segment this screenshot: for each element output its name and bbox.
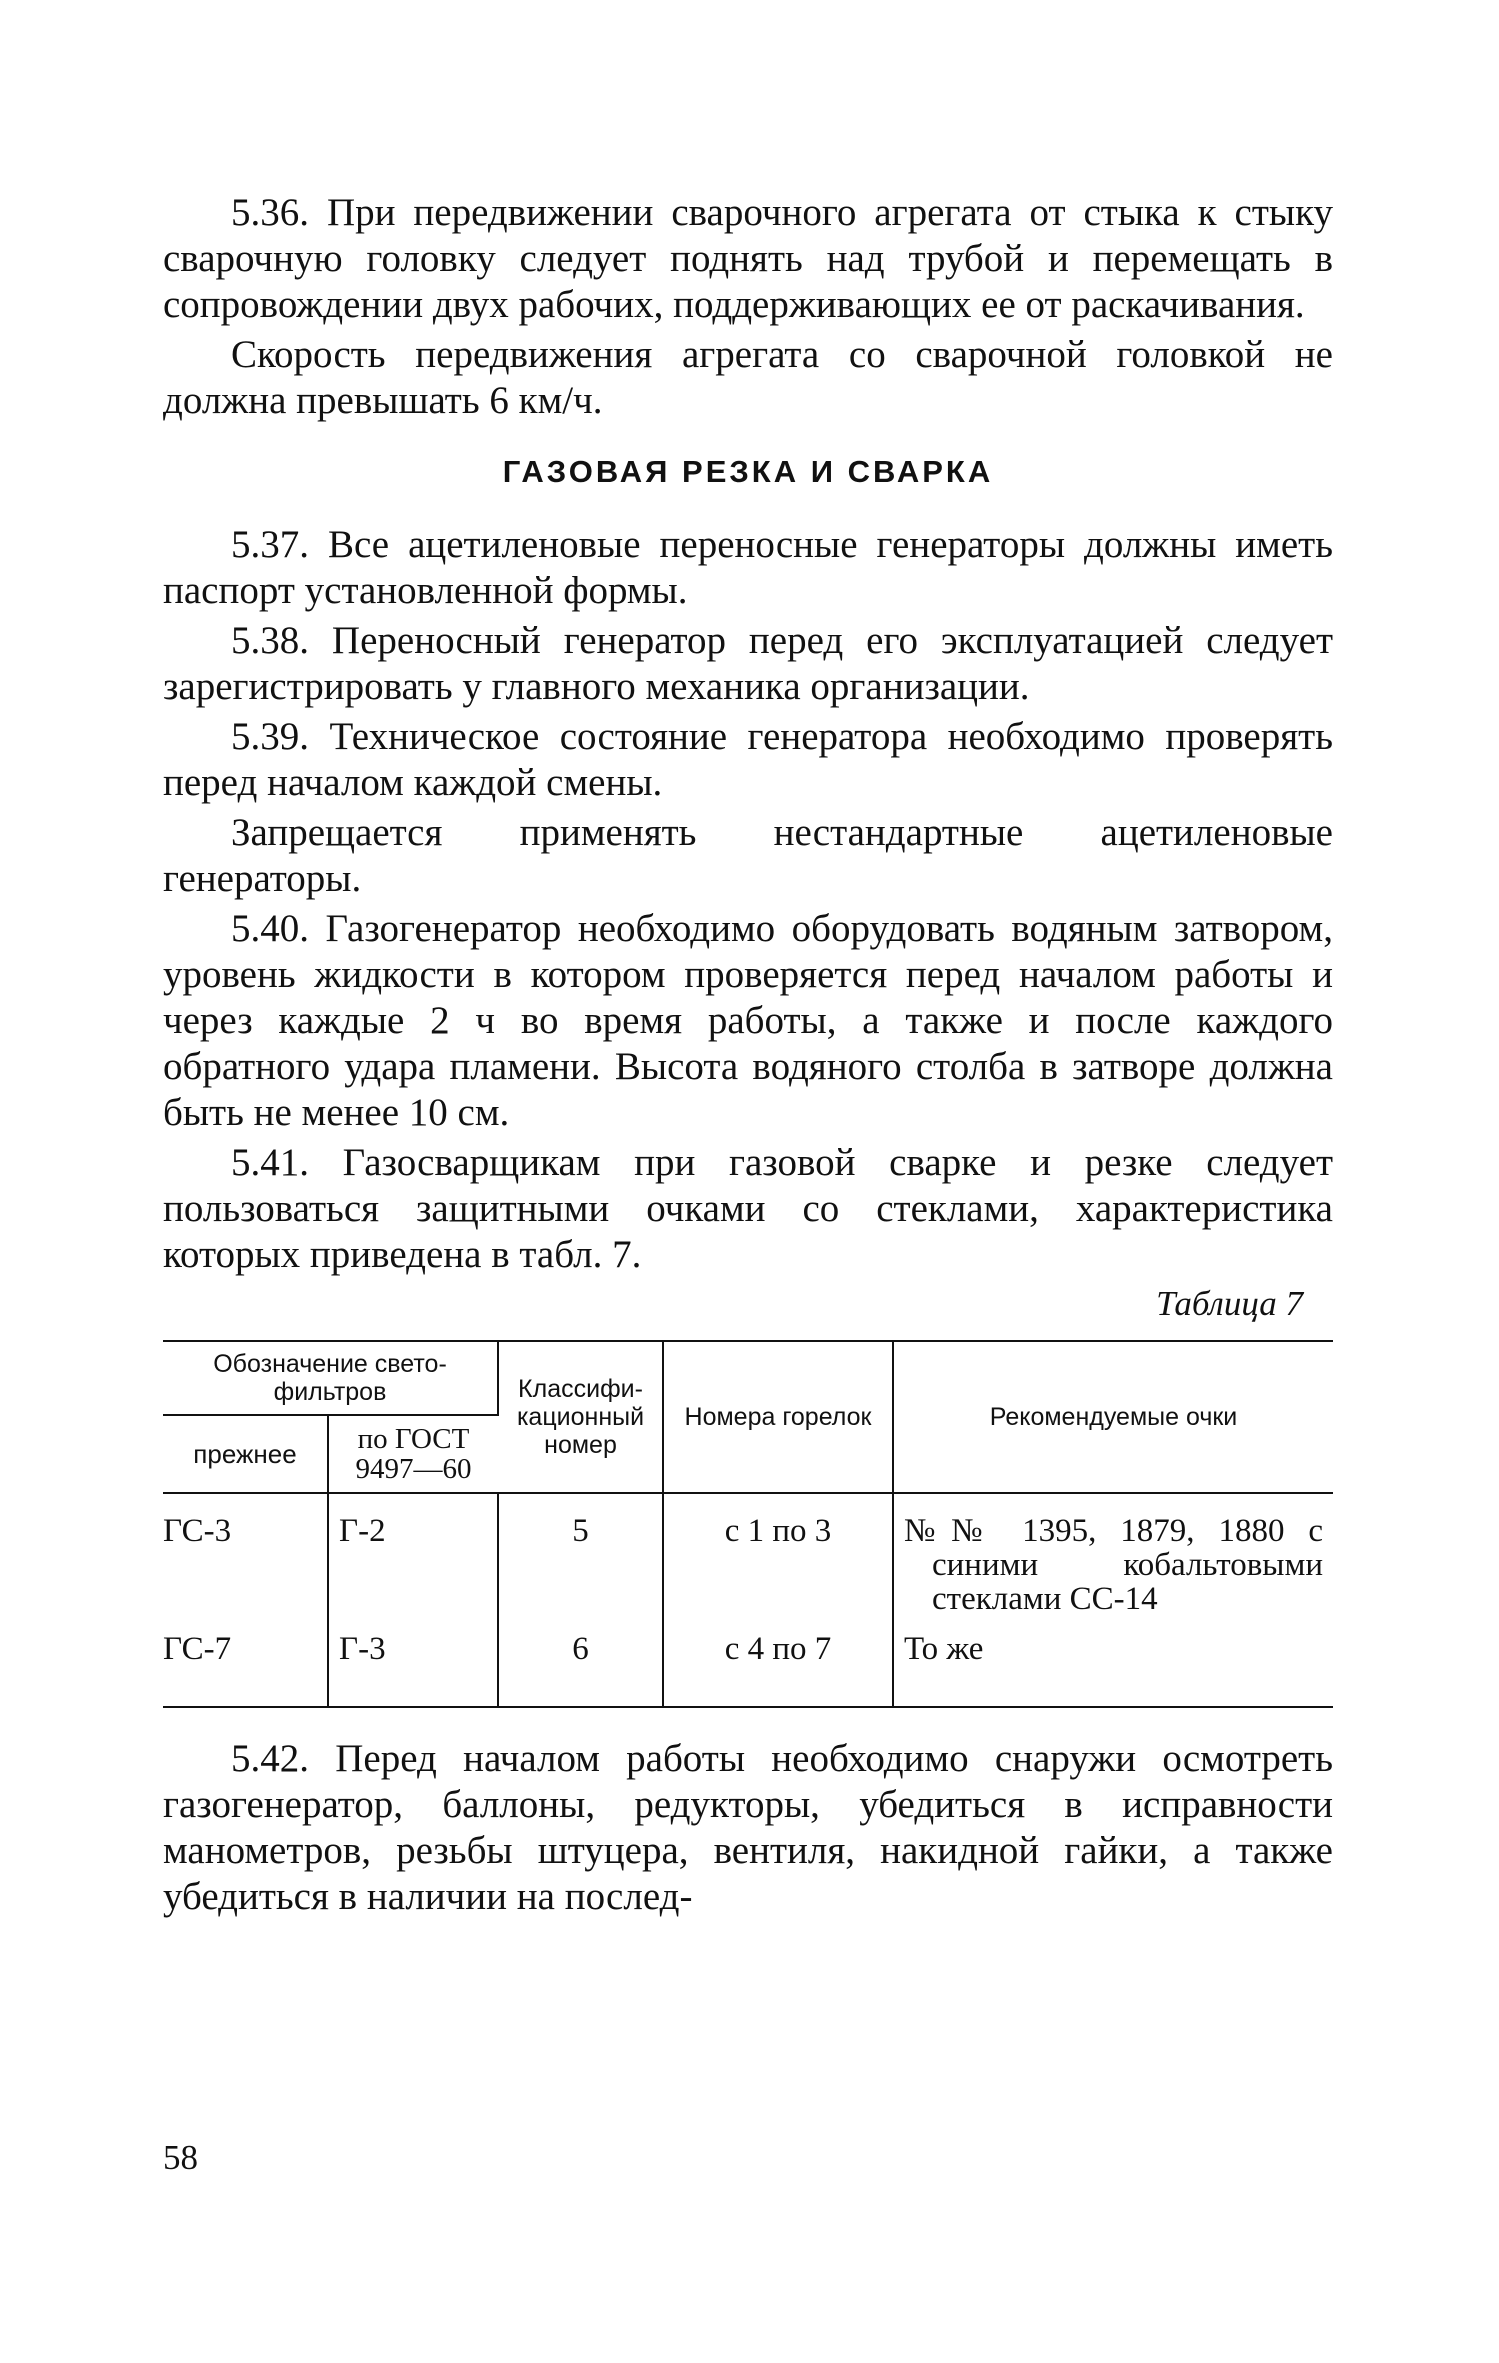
- paragraph-5-40: 5.40. Газогенератор необходимо оборудовать водяным затвором, уровень жидкости в котором проверяется перед началом работы и через каждые 2 ч во время работы, а также и после каждого обратного удара пламени. Высота водяного столба в затворе должна быть не менее 10 см.: [163, 907, 1333, 1134]
- table-row: [163, 1493, 1333, 1626]
- table-7: [163, 1340, 1333, 1708]
- cell-gost: Г-2: [328, 1493, 498, 1626]
- paragraph-5-36: 5.36. При передвижении сварочного агрегата от стыка к стыку сварочную головку следует поднять над трубой и перемещать в сопровождении двух рабочих, поддерживающих ее от раскачивания.: [163, 191, 1333, 326]
- paragraph-5-38: 5.38. Переносный генератор перед его эксплуатацией следует зарегистрировать у главного механика организации.: [163, 619, 1333, 708]
- paragraph-5-41: 5.41. Газосварщикам при газовой сварке и резке следует пользоваться защитными очками со стеклами, характеристика которых приведена в табл. 7.: [163, 1141, 1333, 1276]
- header-burner-numbers: Номера горелок: [663, 1341, 893, 1493]
- header-recommended-glasses: Рекомендуемые очки: [893, 1341, 1333, 1493]
- header-gost: по ГОСТ 9497—60: [328, 1415, 498, 1493]
- cell-class-number: 5: [498, 1493, 663, 1626]
- paragraph-5-42: 5.42. Перед началом работы необходимо снаружи осмотреть газогенератор, баллоны, редукторы, убедиться в исправности манометров, резьбы штуцера, вентиля, накидной гайки, а также убедиться в наличии на послед-: [163, 1737, 1333, 1918]
- cell-class-number: 6: [498, 1626, 663, 1707]
- paragraph-prohibition: Запрещается применять нестандартные ацетиленовые генераторы.: [163, 811, 1333, 900]
- header-former: прежнее: [163, 1415, 328, 1493]
- cell-burners: с 4 по 7: [663, 1626, 893, 1707]
- cell-glasses: №№ 1395, 1879, 1880 с синими кобальтовыми стеклами СС-14: [904, 1513, 1323, 1617]
- cell-burners: с 1 по 3: [663, 1493, 893, 1626]
- cell-former: ГС-7: [163, 1626, 328, 1707]
- cell-glasses-wrapper: [893, 1493, 1333, 1626]
- paragraph-speed-limit: Скорость передвижения агрегата со сварочной головкой не должна превышать 6 км/ч.: [163, 333, 1333, 422]
- cell-glasses-wrapper: [893, 1626, 1333, 1707]
- table-header-row: [163, 1341, 1333, 1415]
- page-content: [163, 190, 1333, 1924]
- cell-former: ГС-3: [163, 1493, 328, 1626]
- table-row: [163, 1626, 1333, 1707]
- page-number: 58: [163, 2138, 198, 2177]
- header-filter-designation: Обозначение светофильтров: [163, 1341, 498, 1415]
- section-heading: ГАЗОВАЯ РЕЗКА И СВАРКА: [502, 454, 994, 489]
- header-class-number: Классификационный номер: [498, 1341, 663, 1493]
- cell-gost: Г-3: [328, 1626, 498, 1707]
- paragraph-5-39: 5.39. Техническое состояние генератора необходимо проверять перед началом каждой смены.: [163, 715, 1333, 804]
- table-caption: Таблица 7: [1156, 1284, 1303, 1323]
- paragraph-5-37: 5.37. Все ацетиленовые переносные генераторы должны иметь паспорт установленной формы.: [163, 523, 1333, 612]
- cell-glasses: То же: [904, 1631, 984, 1667]
